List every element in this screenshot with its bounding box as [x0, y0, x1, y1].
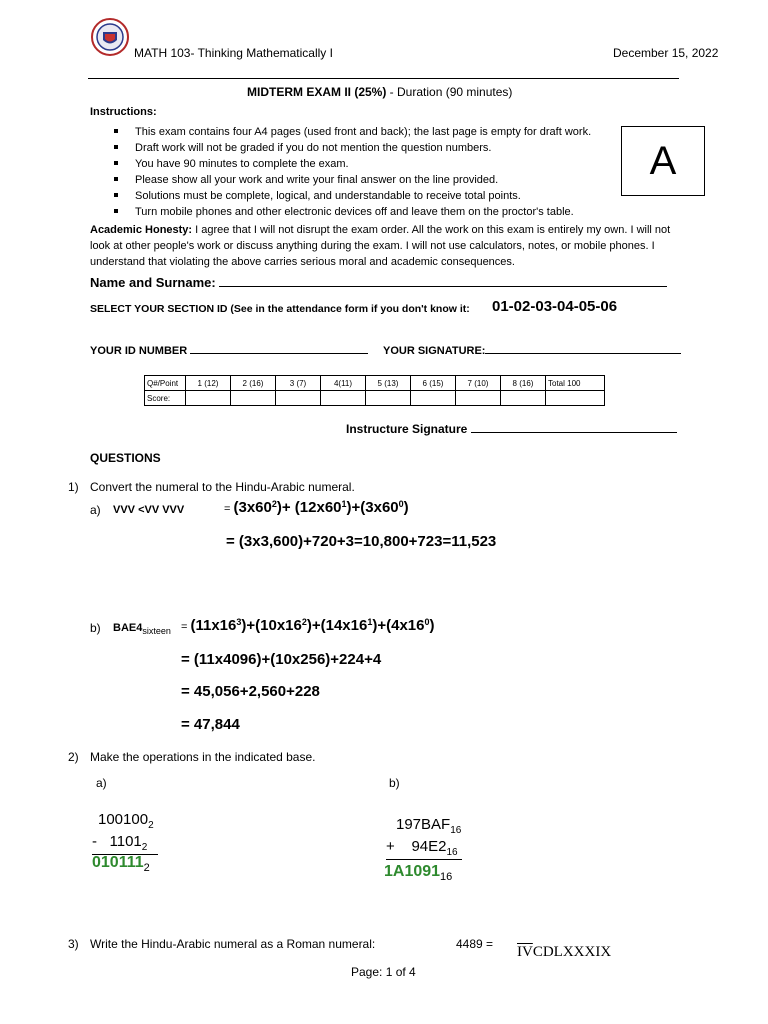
score-table-score-row: [145, 391, 605, 406]
q2-text: Make the operations in the indicated base.: [90, 750, 316, 764]
honesty-label: Academic Honesty:: [90, 224, 193, 236]
section-ids[interactable]: 01-02-03-04-05-06: [492, 298, 618, 315]
page-number: Page: 1 of 4: [351, 965, 416, 979]
q3-number: 3): [68, 937, 79, 951]
q2b-top-operand: $197BAF_{16}$: [396, 816, 462, 836]
score-table-header-cell: 4(11): [321, 376, 366, 391]
score-table-header-cell: 1 (12): [186, 376, 231, 391]
score-cell[interactable]: [321, 391, 366, 406]
exam-title-bold: MIDTERM EXAM II (25%): [247, 85, 387, 99]
q2b-plus-sign: +: [386, 838, 395, 855]
academic-honesty: [90, 222, 680, 270]
score-cell[interactable]: [411, 391, 456, 406]
score-cell[interactable]: [276, 391, 321, 406]
q3-text: Write the Hindu-Arabic numeral as a Roman numeral:: [90, 937, 376, 951]
id-number-label: YOUR ID NUMBER: [90, 345, 188, 357]
q3-value: 4489 =: [456, 937, 494, 951]
score-cell[interactable]: [546, 391, 605, 406]
signature-row: [383, 343, 681, 357]
instruction-item: This exam contains four A4 pages (used front and back); the last page is empty for draft work.: [108, 124, 591, 140]
q1b-line2: = (11x4096)+(10x256)+224+4: [181, 651, 382, 668]
signature-label: YOUR SIGNATURE:: [383, 345, 486, 357]
name-row: [90, 275, 667, 290]
q1-text: Convert the numeral to the Hindu-Arabic numeral.: [90, 480, 355, 494]
instruction-item: Draft work will not be graded if you do not mention the question numbers.: [108, 140, 591, 156]
questions-heading: QUESTIONS: [90, 451, 161, 465]
score-table-header-cell: 5 (13): [366, 376, 411, 391]
id-number-input-line[interactable]: [190, 343, 368, 354]
q1b-line4: = 47,844: [181, 716, 240, 733]
course-title: MATH 103- Thinking Mathematically I: [134, 46, 333, 60]
q2b-label: b): [389, 776, 400, 790]
instruction-item: Turn mobile phones and other electronic devices off and leave them on the proctor's table.: [108, 204, 591, 220]
instructor-signature-line[interactable]: [471, 422, 677, 433]
score-table-header-cell: Total 100: [546, 376, 605, 391]
signature-input-line[interactable]: [485, 343, 681, 354]
q1a-label: a): [90, 503, 101, 517]
id-number-row: [90, 343, 368, 357]
score-table-header-cell: 6 (15): [411, 376, 456, 391]
score-table-header-cell: 8 (16): [501, 376, 546, 391]
q1a-line1: = $(3x60^2)+ (12x60^1)+(3x60^0)$: [224, 499, 409, 516]
q2a-label: a): [96, 776, 107, 790]
q1-number: 1): [68, 480, 79, 494]
score-table-header-cell: 3 (7): [276, 376, 321, 391]
exam-title-duration: - Duration (90 minutes): [386, 85, 513, 99]
score-table-header-cell: Q#/Point: [145, 376, 186, 391]
q1b-line3: = 45,056+2,560+228: [181, 683, 320, 700]
exam-date: December 15, 2022: [613, 46, 719, 60]
score-cell[interactable]: [366, 391, 411, 406]
header-divider: [88, 78, 679, 79]
instructions-label: Instructions:: [90, 106, 157, 118]
q3-roman-rest: CDLXXXIX: [532, 944, 612, 960]
q3-roman-answer: [517, 944, 611, 961]
name-input-line[interactable]: [219, 276, 667, 287]
instructor-signature-row: [346, 422, 677, 436]
exam-title: [247, 85, 512, 99]
instructor-signature-label: Instructure Signature: [346, 422, 468, 436]
name-label: Name and Surname:: [90, 275, 216, 290]
instructions-list: [108, 124, 591, 220]
q2a-bottom-operand: - $1101_2$: [92, 833, 158, 855]
score-table-header-cell: 2 (16): [231, 376, 276, 391]
section-label: SELECT YOUR SECTION ID (See in the attendance form if you don't know it:: [90, 303, 470, 315]
q1a-babylonian-numeral: VVV <VV VVV: [113, 504, 185, 516]
q1b-label: b): [90, 621, 101, 635]
q1b-base: sixteen: [142, 626, 171, 637]
exam-version-box: A: [621, 126, 705, 196]
q2a-result: $010111_2$: [92, 854, 150, 875]
honesty-text: I agree that I will not disrupt the exam order. All the work on this exam is entirely my own. I will not look at other people's work or discuss anything during the exam. I will not use calculators, notes, or mobile phones. I understand that violating the above carries serious moral and academic consequences.: [90, 224, 671, 268]
q2a-minus-sign: -: [92, 833, 97, 850]
score-cell[interactable]: [456, 391, 501, 406]
q2a-top-operand: $100100_2$: [98, 811, 154, 831]
instruction-item: Solutions must be complete, logical, and understandable to receive total points.: [108, 188, 591, 204]
score-table-header-row: [145, 376, 605, 391]
q1b-hex-value: BAE4: [113, 622, 143, 634]
q3-roman-overlined: $\overline{IV}$: [517, 944, 533, 960]
q2b-result: $1A1091_{16}$: [384, 863, 453, 884]
score-cell[interactable]: [501, 391, 546, 406]
q1b-line1: = $(11x16^3)+(10x16^2)+(14x16^1)+(4x16^0)$: [181, 617, 435, 634]
score-table: [144, 375, 605, 406]
instruction-item: You have 90 minutes to complete the exam.: [108, 156, 591, 172]
q2b-bottom-operand: + $94E2_{16}$: [386, 838, 462, 860]
score-label-cell: Score:: [145, 391, 186, 406]
university-logo-icon: [91, 18, 129, 56]
q1a-line2: = (3x3,600)+720+3=10,800+723=11,523: [226, 533, 497, 550]
q1b-numeral: [113, 622, 171, 636]
score-table-header-cell: 7 (10): [456, 376, 501, 391]
instruction-item: Please show all your work and write your final answer on the line provided.: [108, 172, 591, 188]
score-cell[interactable]: [186, 391, 231, 406]
score-cell[interactable]: [231, 391, 276, 406]
q2-number: 2): [68, 750, 79, 764]
